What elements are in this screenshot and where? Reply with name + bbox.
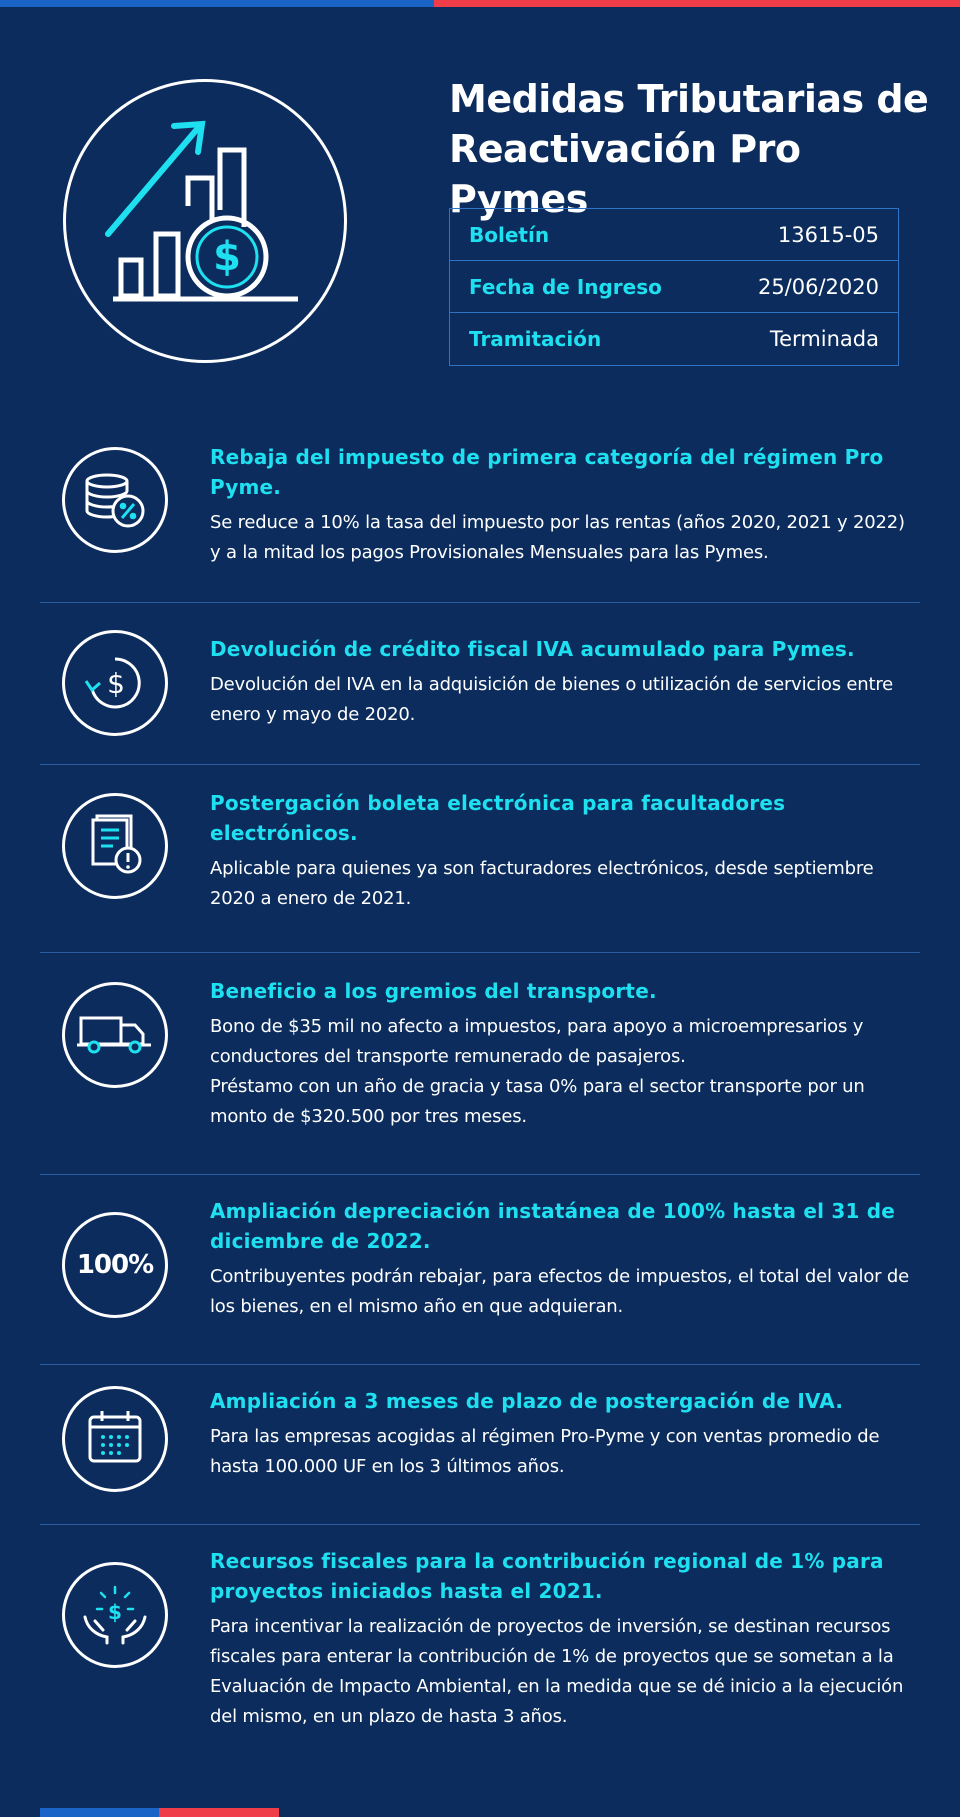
title-line-2: Reactivación Pro Pymes (449, 127, 801, 221)
bottom-bar-red (159, 1808, 279, 1817)
measure-text (210, 634, 910, 730)
measure-body: Para incentivar la realización de proyectos de inversión, se destinan recursos fiscales para enterar la contribución de 1% de proyectos que se sometan a la Evaluación de Impacto Ambiental, en la medida que se dé inicio a la ejecución del mismo, en un plazo de hasta 3 años. (210, 1616, 904, 1727)
measure-title: Postergación boleta electrónica para facultadores electrónicos. (210, 791, 786, 845)
bottom-bar-blue (40, 1808, 159, 1817)
divider (40, 764, 920, 765)
measure-text (210, 976, 910, 1132)
measure-text (210, 1386, 910, 1482)
document-alert-icon (62, 793, 168, 899)
hands-dollar-icon (62, 1562, 168, 1668)
page-title (449, 74, 929, 224)
title-line-1: Medidas Tributarias de (449, 77, 929, 121)
measure-text (210, 788, 910, 914)
info-value: 25/06/2020 (757, 274, 879, 299)
measure-title: Beneficio a los gremios del transporte. (210, 979, 657, 1003)
svg-text:$: $ (107, 667, 125, 700)
measure-body: Contribuyentes podrán rebajar, para efectos de impuestos, el total del valor de los bienes, en el mismo año en que adquieran. (210, 1266, 909, 1317)
percent-badge-text: 100% (76, 1250, 154, 1280)
divider (40, 952, 920, 953)
divider (40, 602, 920, 603)
svg-text:$: $ (213, 234, 241, 280)
info-label: Tramitación (469, 327, 602, 351)
measure-body: Devolución del IVA en la adquisición de bienes o utilización de servicios entre enero y mayo de 2020. (210, 674, 894, 725)
info-table (449, 208, 899, 366)
measure-title: Recursos fiscales para la contribución regional de 1% para proyectos iniciados hasta el 2021. (210, 1549, 884, 1603)
info-row-boletin (450, 209, 898, 261)
top-bar-red (434, 0, 960, 7)
measure-text (210, 442, 910, 568)
svg-text:$: $ (108, 1600, 122, 1624)
divider (40, 1174, 920, 1175)
measure-body: Para las empresas acogidas al régimen Pro-Pyme y con ventas promedio de hasta 100.000 UF en los 3 últimos años. (210, 1426, 880, 1477)
info-value: 13615-05 (777, 222, 879, 247)
bottom-color-bar (40, 1808, 279, 1817)
measure-body: Aplicable para quienes ya son facturadores electrónicos, desde septiembre 2020 a enero de 2021. (210, 858, 874, 909)
info-row-tramitacion (450, 313, 898, 365)
top-bar-blue (0, 0, 434, 7)
calendar-icon (62, 1386, 168, 1492)
growth-chart-dollar-icon (63, 79, 347, 363)
measure-text (210, 1196, 910, 1322)
measure-title: Devolución de crédito fiscal IVA acumulado para Pymes. (210, 637, 855, 661)
info-label: Boletín (469, 222, 550, 247)
info-row-fecha (450, 261, 898, 313)
coins-percent-icon (62, 447, 168, 553)
truck-icon (62, 982, 168, 1088)
info-value: Terminada (769, 327, 879, 351)
measure-body: Bono de $35 mil no afecto a impuestos, para apoyo a microempresarios y conductores del transporte remunerado de pasajeros. Préstamo con un año de gracia y tasa 0% para el sector transporte por un monto de $320.500 por tres meses. (210, 1016, 865, 1127)
divider (40, 1524, 920, 1525)
divider (40, 1364, 920, 1365)
measure-title: Ampliación depreciación instatánea de 100% hasta el 31 de diciembre de 2022. (210, 1199, 896, 1253)
info-label: Fecha de Ingreso (469, 274, 662, 299)
dollar-refund-icon (62, 630, 168, 736)
measure-body: Se reduce a 10% la tasa del impuesto por las rentas (años 2020, 2021 y 2022) y a la mitad los pagos Provisionales Mensuales para las Pymes. (210, 512, 905, 563)
measure-text (210, 1546, 910, 1732)
measure-title: Ampliación a 3 meses de plazo de postergación de IVA. (210, 1389, 844, 1413)
measure-title: Rebaja del impuesto de primera categoría del régimen Pro Pyme. (210, 445, 884, 499)
percent-badge-icon (62, 1212, 168, 1318)
top-color-bar (0, 0, 960, 7)
